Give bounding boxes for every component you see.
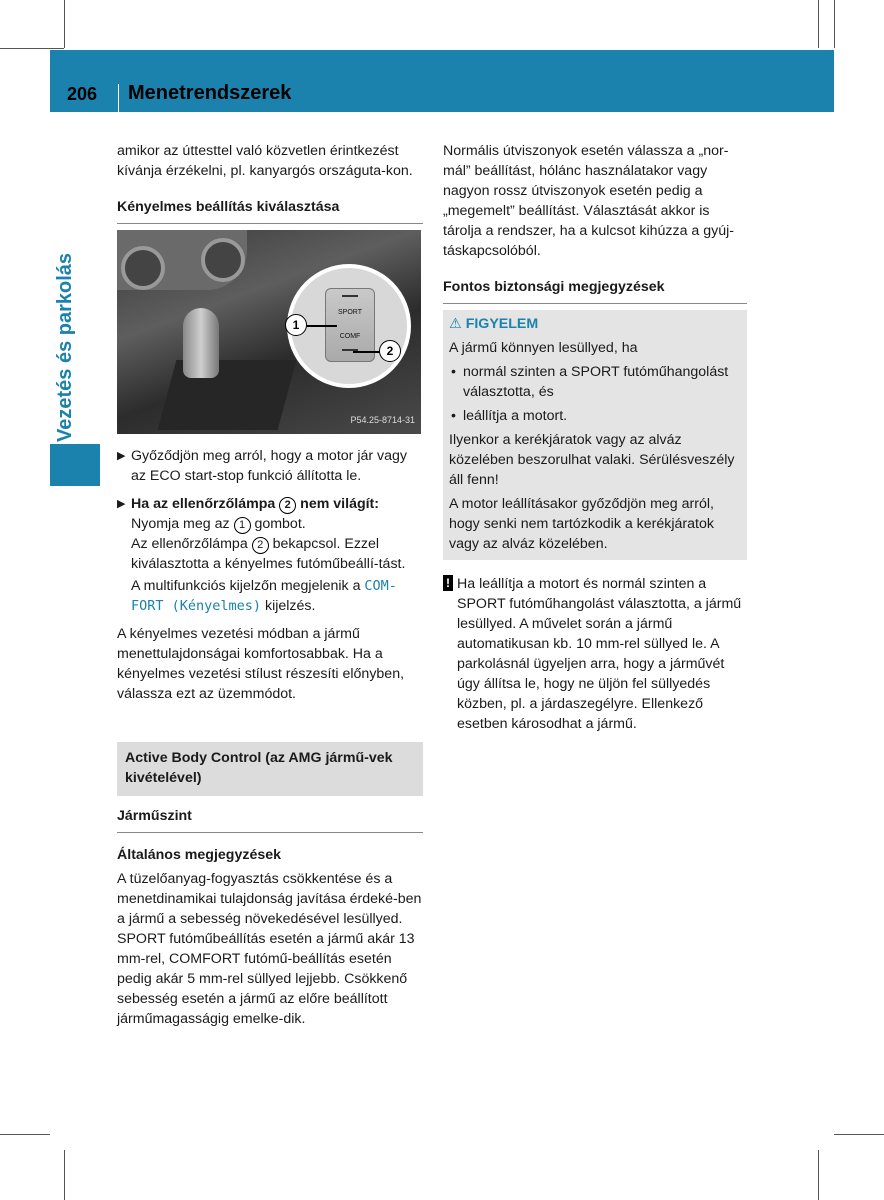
callout-ref-2: 2 (252, 537, 269, 554)
warning-title: ⚠ FIGYELEM (449, 316, 539, 332)
damage-note: ! Ha leállítja a motort és normál szinten a SPORT futóműhangolást választotta, a jármű lesüllyed. A művelet során a jármű automatikusan kb. 10 mm-rel süllyed le. A parkolásnál ügyeljen arra, hogy a járművét úgy állítsa le, hogy ne üljön fel süllyedés közben, pl. a járdaszegélyre. Ellenkező esetben károsodhat a jármű. (443, 574, 747, 734)
warning-triangle-icon: ⚠ (449, 316, 462, 332)
heading-general-notes: Általános megjegyzések (117, 847, 282, 863)
indicator-line (342, 295, 358, 297)
climate-knob (121, 246, 165, 290)
crop-mark (0, 1134, 50, 1135)
crop-mark (834, 1134, 884, 1135)
callout-2: 2 (379, 340, 401, 362)
exclamation-icon: ! (443, 575, 453, 591)
switch-label-sport: SPORT (338, 309, 362, 316)
section-box-abc: Active Body Control (az AMG jármű-vek kivételével) (117, 742, 423, 796)
heading-vehicle-level: Járműszint (117, 806, 423, 833)
bullet-dot-icon: • (451, 364, 456, 380)
warning-danger-text: Ilyenkor a kerékjáratok vagy az alváz közelében beszorulhat valaki. Sérülésveszély áll fenn! (449, 432, 735, 488)
warning-item: • leállítja a motort. (451, 408, 568, 424)
header-divider (118, 84, 119, 112)
page-number: 206 (66, 84, 98, 104)
warning-item: • normál szinten a SPORT futóműhangolást választotta, és (451, 364, 729, 400)
leader-line-2 (353, 351, 381, 353)
crop-mark (834, 0, 835, 48)
leader-line-1 (307, 325, 337, 327)
step-arrow-icon: ▶ (117, 450, 126, 462)
warning-advice-text: A motor leállításakor győződjön meg arról, hogy senki nem tartózkodik a kerékjáratok vagy az alváz közelében. (449, 496, 714, 552)
section-side-label: Vezetés és parkolás (54, 252, 76, 442)
center-console (158, 360, 297, 430)
left-column (117, 141, 423, 1029)
display-message: COM- FORT (Kényelmes) (131, 578, 397, 614)
page-title: Menetrendszerek (128, 82, 292, 104)
warning-box (443, 310, 747, 560)
console-photo (117, 230, 421, 434)
callout-ref-1: 1 (234, 517, 251, 534)
crop-mark (0, 48, 64, 49)
climate-knob (201, 238, 245, 282)
bullet-dot-icon: • (451, 408, 456, 424)
crop-mark (64, 0, 65, 48)
callout-1: 1 (285, 314, 307, 336)
crop-mark (818, 1150, 819, 1200)
gear-selector (183, 308, 219, 378)
comfort-paragraph: A kényelmes vezetési módban a jármű menettulajdonságai komfortosabbak. Ha a kényelmes vezetési stílust részesíti előnyben, válassza ezt az üzemmódot. (117, 626, 405, 702)
switch-label-comf: COMF (339, 333, 361, 340)
right-column (443, 141, 747, 734)
step-arrow-icon: ▶ (117, 498, 126, 510)
image-code: P54.25-8714-31 (350, 415, 415, 425)
intro-text: amikor az úttesttel való közvetlen érintkezést kívánja érzékelni, pl. kanyargós országuta-kon. (117, 143, 413, 179)
road-conditions-paragraph: Normális útviszonyok esetén válassza a „nor-mál” beállítást, hólánc használatakor vagy nagyon rossz útviszonyok esetén pedig a „megemelt” beállítást. Választását akkor is tárolja a rendszer, ha a kulcsot kihúzza a gyúj-táskapcsolóból. (443, 143, 734, 259)
heading-comfort: Kényelmes beállítás kiválasztása (117, 197, 423, 224)
general-notes-paragraph: A tüzelőanyag-fogyasztás csökkentése és a menetdinamikai tulajdonság javítása érdeké-ben a jármű a sebesség növekedésével lesüllyed. SPORT futóműbeállítás esetén a jármű akár 13 mm-rel, COMFORT futómű-beállítás esetén pedig akár 5 mm-rel süllyed lejjebb. Csökkenő sebesség esetén a jármű az előre beállított járműmagasságig emelke-dik. (117, 871, 422, 1027)
callout-ref-2: 2 (279, 497, 296, 514)
step-check-engine: ▶ Győződjön meg arról, hogy a motor jár vagy az ECO start-stop funkció állította le. (117, 448, 407, 484)
step-lamp: ▶ Ha az ellenőrzőlámpa 2 nem világít: Nyomja meg az 1 gombot. Az ellenőrzőlámpa 2 bekapcsol. Ezzel kiválasztotta a kényelmes futóműbeállí-tást. A multifunkciós kijelzőn megjelenik a COM- FORT (Kényelmes) kijelzés. (117, 496, 406, 614)
warning-intro: A jármű könnyen lesüllyed, ha (449, 340, 638, 356)
crop-mark (64, 1150, 65, 1200)
crop-mark (818, 0, 819, 48)
section-side-tab (50, 444, 100, 486)
heading-safety-notes: Fontos biztonsági megjegyzések (443, 277, 747, 304)
